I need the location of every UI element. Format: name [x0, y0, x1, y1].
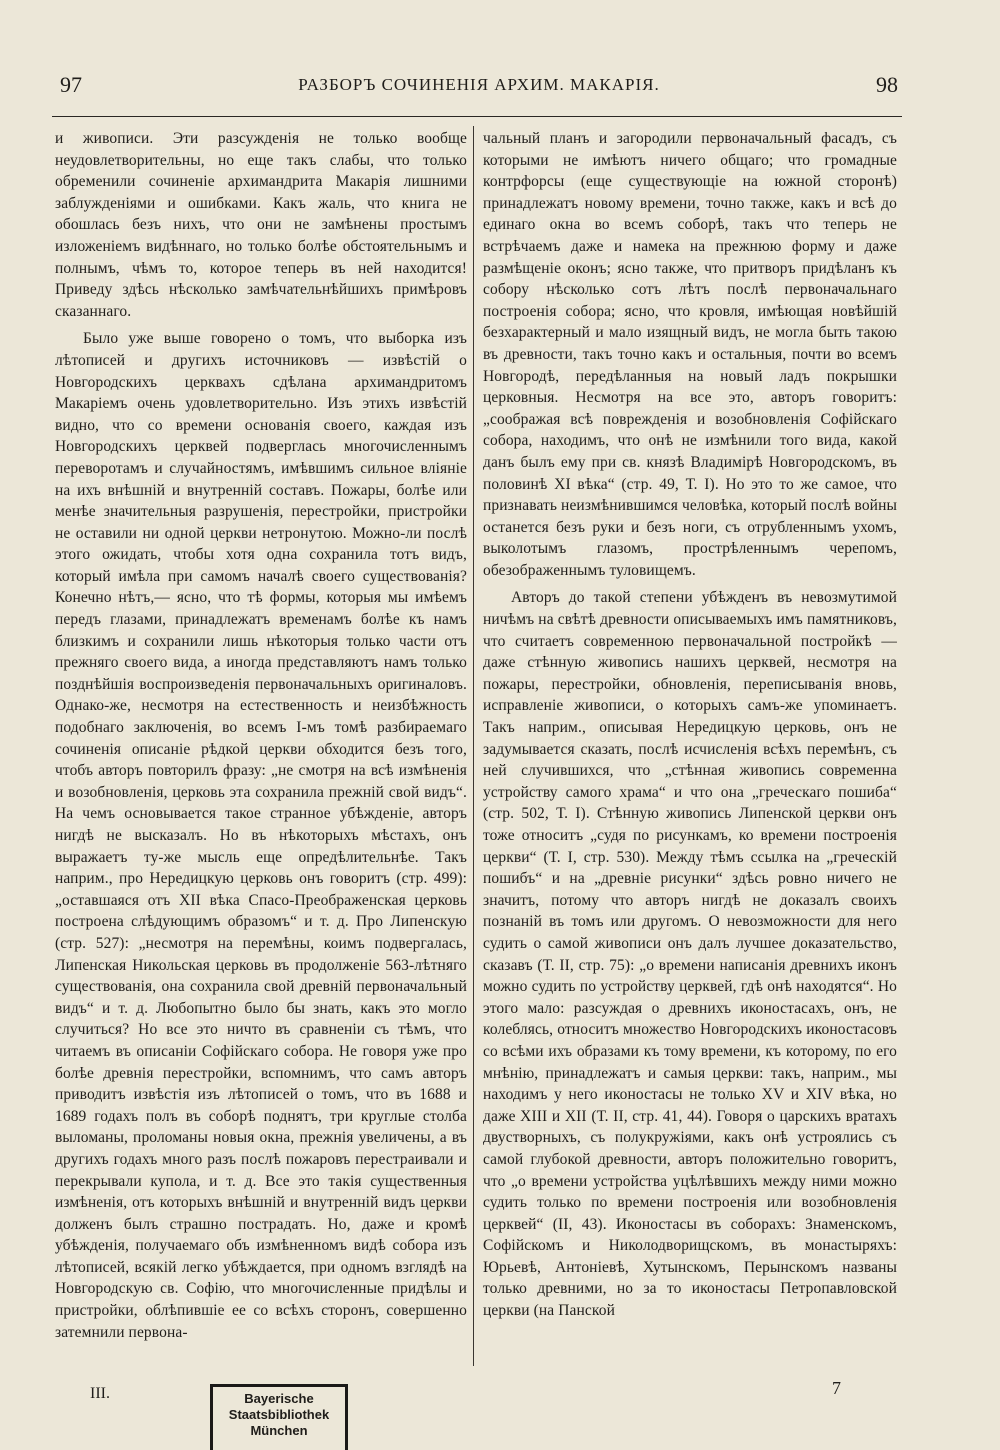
column-divider [473, 126, 474, 1366]
running-title: РАЗБОРЪ СОЧИНЕНІЯ АРХИМ. МАКАРІЯ. [298, 75, 660, 94]
paragraph: Было уже выше говорено о томъ, что выборка изъ лѣтописей и другихъ источниковъ — извѣстій о Новгородскихъ церквахъ сдѣлана архимандритомъ Макаріемъ очень удовлетворительно. Изъ этихъ извѣстій видно, что со времени основанія своего, каждая изъ Новгородскихъ церквей подверглась многочисленнымъ переворотамъ и случайностямъ, имѣвшимъ сильное вліяніе на ихъ внѣшній и внутренній составъ. Пожары, болѣе или менѣе значительныя разрушенія, перестройки, пристройки не оставили ни одной церкви нетронутою. Можно-ли послѣ этого ожидать, чтобы хотя одна сохранила тотъ видъ, который имѣла при самомъ началѣ своего существованія? Конечно нѣтъ,— ясно, что тѣ формы, которыя мы имѣемъ передъ глазами, принадлежатъ временамъ болѣе къ намъ близкимъ и сохранили лишь нѣкоторыя только части отъ прежняго своего вида, а иногда представляютъ намъ только позднѣйшія воспроизведенія первоначальныхъ оригиналовъ. Однако-же, несмотря на естественность и неизбѣжность подобнаго заключенія, во всемъ I-мъ томѣ разбираемаго сочиненія описаніе рѣдкой церкви обходится безъ того, чтобъ авторъ повторилъ фразу: „не смотря на всѣ измѣненія и возобновленія, церковь эта сохранила прежній свой видъ“. На чемъ основывается такое странное убѣжденіе, авторъ нигдѣ не высказалъ. Но въ нѣкоторыхъ мѣстахъ, онъ выражаетъ ту-же мысль еще опредѣлительнѣе. Такъ наприм., про Нередицкую церковь онъ говоритъ (стр. 499): „оставшаяся отъ XII вѣка Спасо-Преображенская церковь построена слѣдующимъ образомъ“ и т. д. Про Липенскую (стр. 527): „несмотря на перемѣны, коимъ подвергалась, Липенская Никольская церковь въ продолженіе 563-лѣтняго существованія, она сохранила свой древній первоначальный видъ“ и т. д. Любопытно было бы знать, какъ это могло случиться? Но все это ничто въ сравненіи съ тѣмъ, что читаемъ въ описаніи Софійскаго собора. Не говоря уже про болѣе древнія перестройки, вспомнимъ, что самъ авторъ приводитъ извѣстія изъ лѣтописей о томъ, что въ 1688 и 1689 годахъ полъ въ соборѣ поднятъ, три круглые столба выломаны, проломаны новыя окна, прежнія увеличены, а въ другихъ годахъ много разъ послѣ пожаровъ перестраивали и перекрывали купола, и т. д. Все это такія существенныя измѣненія, отъ которыхъ внѣшній и внутренній видъ церкви долженъ былъ страшно пострадать. Но, даже и кромѣ убѣжденія, получаемаго объ измѣненномъ видѣ собора изъ лѣтописей, всякій легко убѣждается, при одномъ взглядѣ на Новгородскую св. Софію, что многочисленные придѣлы и пристройки, облѣпившіе ее со всѣхъ сторонъ, совершенно затемнили первона- [55, 330, 467, 1341]
stamp-line: Bayerische [244, 1391, 314, 1406]
paragraph: Авторъ до такой степени убѣжденъ въ невозмутимой ничѣмъ на свѣтѣ древности описываемыхъ имъ памятниковъ, что считаетъ современною первоначальной постройкѣ — даже стѣнную живопись нашихъ церквей, несмотря на пожары, перестройки, обновленія, переписыванія вновь, исправленіе живописи, о которыхъ самъ-же упоминаетъ. Такъ наприм., описывая Нередицкую церковь, онъ не задумывается сказать, послѣ исчисленія всѣхъ перемѣнъ, съ ней случившихся, что „стѣнная живопись современна устройству самого храма“ и что она „греческаго пошиба“ (стр. 502, Т. I). Стѣнную живопись Липенской церкви онъ тоже относитъ „судя по рисункамъ, ко времени построенія церкви“ (Т. I, стр. 530). Между тѣмъ ссылка на „греческій пошибъ“ и на „древніе рисунки“ здѣсь ровно ничего не значитъ, потому что авторъ нигдѣ не доказалъ своихъ познаній въ томъ или другомъ. О невозможности для него судить о самой живописи онъ далъ лучшее доказательство, сказавъ (Т. II, стр. 75): „о времени написанія древнихъ иконъ можно судить по устройству церквей, гдѣ онѣ находятся“. Но этого мало: разсуждая о древнихъ иконостасахъ, онъ, не колеблясь, относитъ множество Новгородскихъ иконостасовъ со всѣми ихъ образами къ тому времени, къ которому, по его мнѣнію, принадлежатъ и самыя церкви: такъ, наприм., мы находимъ у него иконостасы не только XV и XIV вѣка, но даже XIII и XII (Т. II, стр. 41, 44). Говоря о царскихъ вратахъ двустворныхъ, съ полукружіями, какъ онѣ устроялись съ самой глубокой древности, авторъ положительно говоритъ, что „о времени устройства уцѣлѣвшихъ между ними можно судить только по времени построенія или возобновленія церквей“ (II, 43). Иконостасы въ соборахъ: Знаменскомъ, Софійскомъ и Николодворищскомъ, въ монастыряхъ: Юрьевѣ, Антоніевѣ, Хутынскомъ, Перынскомъ названы только древними, но за то иконостасы Петропавловской церкви (на Панской [483, 589, 897, 1320]
signature-mark: III. [90, 1385, 110, 1402]
stamp-line: Staatsbibliothek [228, 1407, 330, 1422]
left-column [55, 128, 467, 1343]
page-number-left: 97 [60, 72, 82, 97]
header-rule [52, 116, 902, 117]
page-header [60, 72, 898, 102]
paragraph: чальный планъ и загородили первоначальный фасадъ, съ которыми не имѣютъ ничего общаго; что громадные контрфорсы (еще существующіе на южной сторонѣ) принадлежатъ новому времени, точно также, какъ и всѣ до единаго окна во всемъ соборѣ, такъ что теперь не встрѣчаемъ даже и намека на прежнюю форму и даже размѣщеніе оконъ; ясно также, что притворъ придѣланъ къ собору нѣсколько сотъ лѣтъ послѣ первоначальнаго построенія собора; ясно, что кровля, имѣющая новѣйшій безхарактерный и мало изящный видъ, не могла быть такою въ древности, такъ точно какъ и остальныя, почти во всемъ Новгородѣ, передѣланныя на новый ладъ покрышки церковныя. Несмотря на все это, авторъ говоритъ: „соображая всѣ поврежденія и возобновленія Софійскаго собора, находимъ, что онѣ не измѣнили того вида, какой данъ былъ ему при св. князѣ Владимірѣ Новгородскомъ, въ половинѣ XI вѣка“ (стр. 49, Т. I). Но это то же самое, что признавать неизмѣнившимся человѣка, который послѣ войны останется безъ руки и безъ ноги, съ отрубленнымъ ухомъ, выколотымъ глазомъ, прострѣленнымъ черепомъ, обезображеннымъ туловищемъ. [483, 130, 897, 579]
stamp-line: München [250, 1423, 308, 1438]
library-stamp [210, 1384, 348, 1450]
page-number-right: 98 [876, 72, 898, 97]
paragraph: и живописи. Эти разсужденія не только вообще неудовлетворительны, но еще такъ слабы, что только обременили сочиненіе архимандрита Макарія лишними заблужденіями и ошибками. Какъ жаль, что книга не обошлась безъ нихъ, что они не замѣнены простымъ изложеніемъ видѣннаго, но только болѣе обстоятельнымъ и полнымъ, чѣмъ то, которое теперь въ ней находится! Приведу здѣсь нѣсколько замѣчательнѣйшихъ примѣровъ сказаннаго. [55, 130, 467, 320]
signature-number: 7 [832, 1378, 841, 1398]
right-column [483, 128, 897, 1322]
